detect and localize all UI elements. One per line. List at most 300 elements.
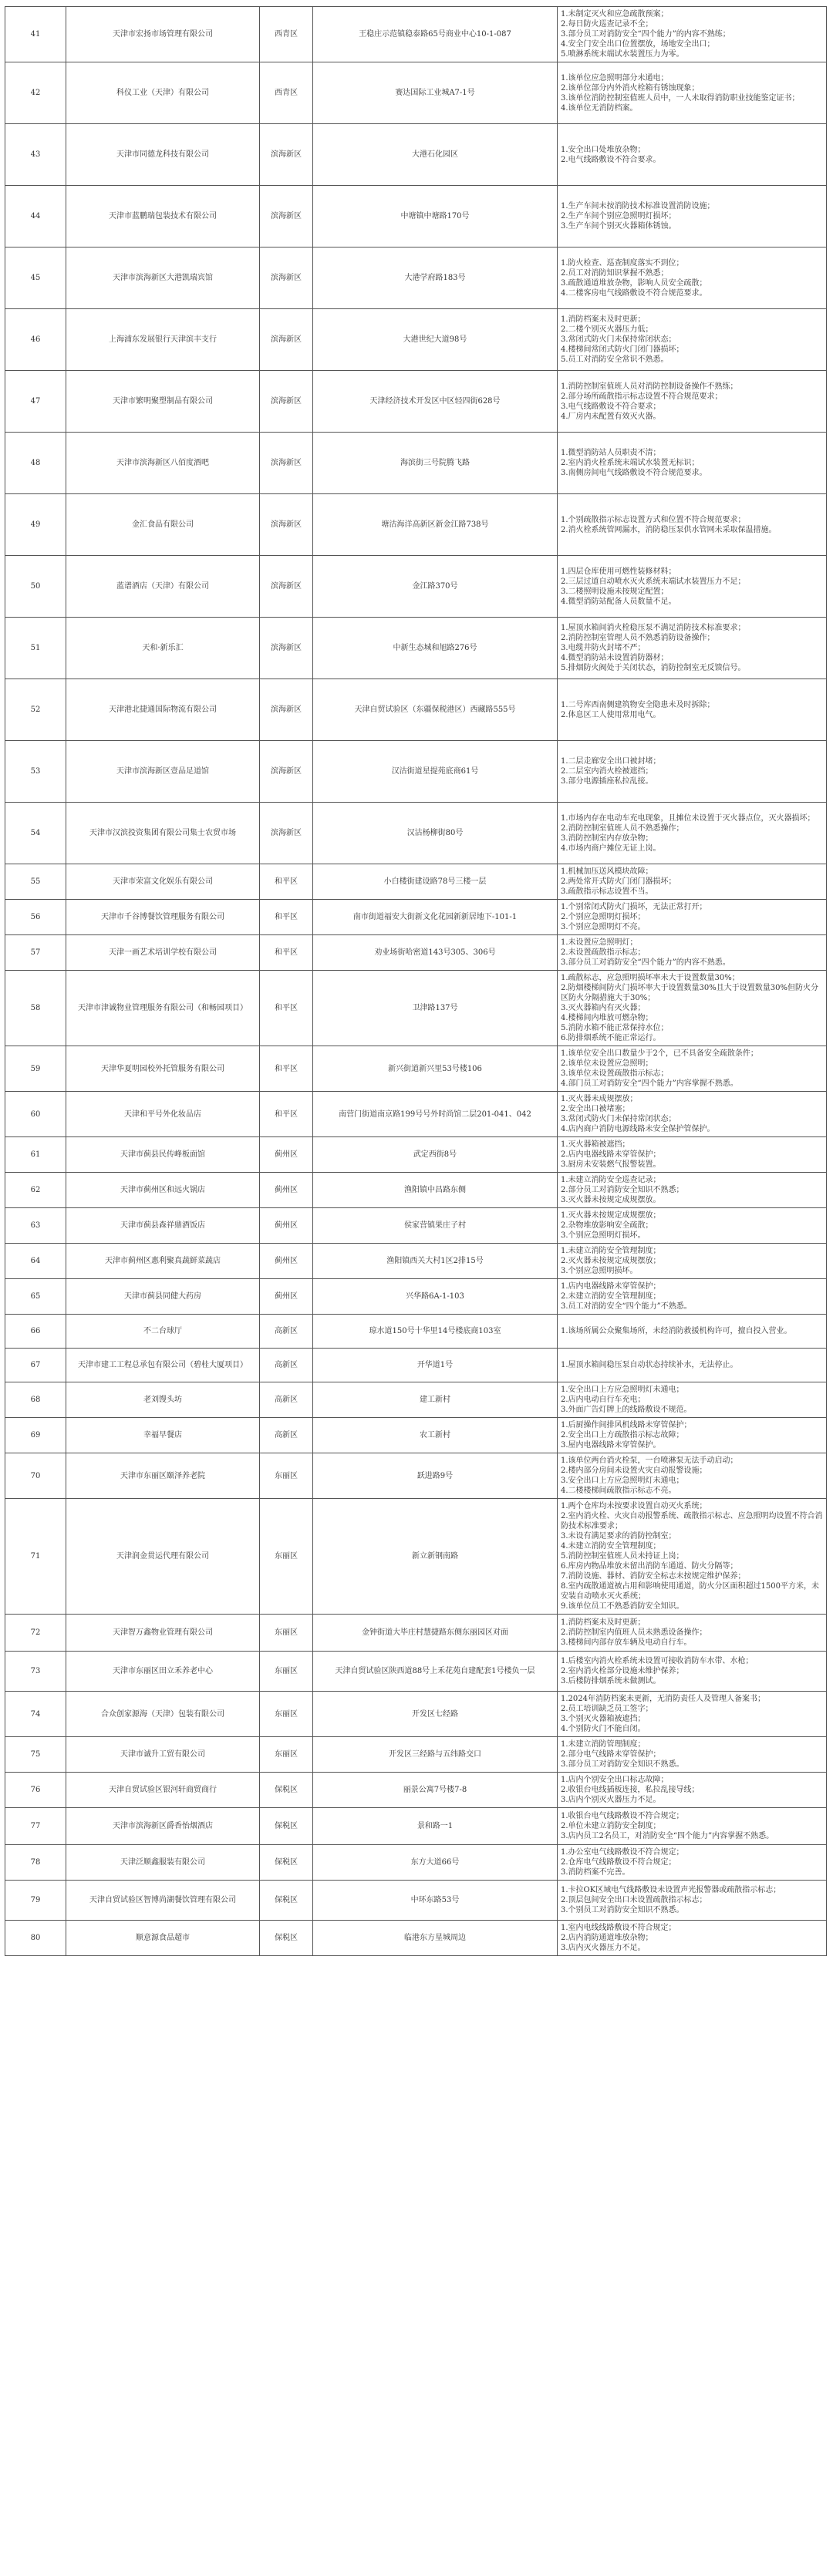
hazard-issue-line: 5.喷淋系统末端试水装置压力为零。 [561, 50, 684, 59]
hazard-issue-line: 3.店内员工2名员工，对消防安全“四个能力”内容掌握不熟悉。 [561, 1832, 774, 1840]
table-body [5, 7, 827, 1956]
table-row [5, 1652, 827, 1692]
hazard-issue-line: 2.部分场所疏散指示标志设置不符合规范要求； [561, 392, 723, 401]
table-row [5, 247, 827, 309]
row-number: 51 [5, 618, 66, 679]
row-number: 46 [5, 309, 66, 371]
hazard-issue-line: 1.屋顶水箱间消火栓稳压泵不满足消防技术标准要求； [561, 624, 746, 632]
unit-name: 天津市滨海新区爵香怡烟酒店 [66, 1808, 260, 1845]
hazard-issue-line: 1.安全出口处堆放杂物； [561, 145, 646, 154]
row-number: 55 [5, 864, 66, 900]
table-row [5, 556, 827, 618]
hazard-issue-line: 3.后楼防排烟系统未做测试。 [561, 1677, 661, 1685]
table-row [5, 1808, 827, 1845]
table-row [5, 1208, 827, 1244]
row-number: 69 [5, 1418, 66, 1453]
district: 东丽区 [260, 1453, 313, 1499]
table-row [5, 1418, 827, 1453]
hazard-issue-line: 3.个别应急照明损坏。 [561, 1267, 638, 1275]
unit-name: 天津市滨海新区壹品足道馆 [66, 741, 260, 803]
row-number: 74 [5, 1692, 66, 1737]
address: 丽景公寓7号楼7-8 [313, 1773, 558, 1808]
hazard-issue-line: 1.四层仓库使用可燃性装修材料； [561, 567, 676, 576]
hazard-issue-line: 1.该场所属公众聚集场所，未经消防救援机构许可，擅自投入营业。 [561, 1327, 792, 1335]
hazard-issue-line: 1.市场内存在电动车充电现象，且摊位未设置于灭火器点位，灭火器损坏； [561, 813, 815, 823]
table-row [5, 1615, 827, 1652]
hazard-issue-line: 4.微型消防站未设置消防器材； [561, 654, 669, 662]
table-row [5, 1921, 827, 1956]
address: 中塘镇中塘路170号 [313, 186, 558, 247]
hazard-issue-line: 3.厨房未安装燃气报警装置。 [561, 1160, 661, 1169]
row-number: 75 [5, 1737, 66, 1773]
hazard-issue-line: 2.室内消火栓、火灾自动报警系统、疏散指示标志、应急照明均设置不符合消防技术标准要求； [561, 1512, 823, 1530]
district: 滨海新区 [260, 679, 313, 741]
district: 滨海新区 [260, 124, 313, 186]
table-row [5, 864, 827, 900]
hazard-issue-line: 3.个别员工对消防安全知识不熟悉。 [561, 1906, 684, 1914]
address: 临港东方星城周边 [313, 1921, 558, 1956]
hazard-issue-line: 3.部分电源插座私拉乱接。 [561, 777, 653, 786]
row-number: 72 [5, 1615, 66, 1652]
table-row [5, 1137, 827, 1173]
unit-name: 不二台球厅 [66, 1315, 260, 1349]
district: 滨海新区 [260, 186, 313, 247]
hazard-issues [558, 1349, 827, 1382]
table-row [5, 1173, 827, 1208]
row-number: 54 [5, 803, 66, 864]
row-number: 58 [5, 971, 66, 1046]
hazard-issue-line: 2.未设置疏散指示标志； [561, 948, 646, 957]
hazard-issue-line: 3.二楼照明设施未按规定配置； [561, 587, 669, 596]
hazard-issue-line: 4.微型消防站配备人员数量不足。 [561, 597, 676, 606]
hazard-issues [558, 1921, 827, 1956]
hazard-issue-line: 2.二楼个别灭火器压力低； [561, 325, 653, 334]
row-number: 65 [5, 1279, 66, 1315]
address: 卫津路137号 [313, 971, 558, 1046]
unit-name: 天津市蓟县同健大药房 [66, 1279, 260, 1315]
hazard-issue-line: 4.个别防火门不能自闭。 [561, 1725, 646, 1733]
hazard-issue-line: 4.市场内商户摊位无证上岗。 [561, 844, 661, 853]
district: 东丽区 [260, 1737, 313, 1773]
table-row [5, 1881, 827, 1921]
hazard-issue-line: 4.楼梯间内堆放可燃杂物； [561, 1014, 653, 1022]
row-number: 50 [5, 556, 66, 618]
unit-name: 天津智万鑫物业管理有限公司 [66, 1615, 260, 1652]
district: 高新区 [260, 1418, 313, 1453]
row-number: 59 [5, 1046, 66, 1092]
hazard-issue-line: 3.个别应急照明灯损坏。 [561, 1231, 646, 1240]
hazard-issue-line: 2.二层室内消火栓被遮挡； [561, 767, 653, 776]
address: 琼水道150号十华里14号楼底商103室 [313, 1315, 558, 1349]
unit-name: 上海浦东发展银行天津滨丰支行 [66, 309, 260, 371]
hazard-issue-line: 2.消防控制室管理人员不熟悉消防设备操作； [561, 634, 715, 642]
row-number: 61 [5, 1137, 66, 1173]
district: 蓟州区 [260, 1279, 313, 1315]
district: 蓟州区 [260, 1137, 313, 1173]
district: 滨海新区 [260, 741, 313, 803]
district: 保税区 [260, 1773, 313, 1808]
row-number: 43 [5, 124, 66, 186]
hazard-issue-line: 3.个别应急照明灯不亮。 [561, 923, 646, 931]
table-row [5, 900, 827, 935]
table-row [5, 1499, 827, 1615]
hazard-issue-line: 3.该单位消防控制室值班人员中，一人未取得消防职业技能鉴定证书； [561, 93, 800, 103]
table-row [5, 1046, 827, 1092]
hazard-issue-line: 4.二楼楼梯间疏散指示标志不亮。 [561, 1487, 676, 1495]
row-number: 66 [5, 1315, 66, 1349]
district: 西青区 [260, 7, 313, 62]
hazard-issue-line: 2.灭火器未按规定成规摆放； [561, 1257, 661, 1265]
unit-name: 金汇食品有限公司 [66, 494, 260, 556]
hazard-issue-line: 2.员工对消防知识掌握不熟悉； [561, 268, 669, 278]
unit-name: 天津市东丽区田立禾养老中心 [66, 1652, 260, 1692]
hazard-issue-line: 1.防火检查、巡查制度落实不到位； [561, 258, 684, 268]
row-number: 73 [5, 1652, 66, 1692]
district: 东丽区 [260, 1652, 313, 1692]
hazard-issue-line: 3.该单位未设置疏散指示标志； [561, 1069, 669, 1078]
address: 兴华路6A-1-103 [313, 1279, 558, 1315]
unit-name: 天津市同德龙科技有限公司 [66, 124, 260, 186]
hazard-issue-line: 2.室内消火栓系统末端试水装置无标识； [561, 459, 700, 467]
hazard-issues [558, 1418, 827, 1453]
hazard-issues [558, 935, 827, 971]
district: 东丽区 [260, 1499, 313, 1615]
address: 小白楼街建设路78号三楼一层 [313, 864, 558, 900]
hazard-issue-line: 2.单位未建立消防安全制度； [561, 1822, 661, 1830]
table-row [5, 1349, 827, 1382]
hazard-issues [558, 803, 827, 864]
address: 新立新钢南路 [313, 1499, 558, 1615]
hazard-issue-line: 2.该单位未设置应急照明； [561, 1059, 653, 1068]
hazard-issue-line: 8.室内疏散通道被占用和影响使用通道，防火分区面积超过1500平方米，未安装自动喷水灭火系统； [561, 1582, 819, 1601]
address: 农工新村 [313, 1418, 558, 1453]
hazard-issue-line: 1.消防档案未及时更新； [561, 1618, 646, 1627]
hazard-issues [558, 618, 827, 679]
hazard-issue-line: 1.卡拉OK区域电气线路敷设未设置声光报警器或疏散指示标志； [561, 1886, 781, 1894]
hazard-issue-line: 1.疏散标志，应急照明损坏率未大于设置数量30%； [561, 974, 740, 982]
address: 新兴街道新兴里53号楼106 [313, 1046, 558, 1092]
hazard-issue-line: 4.安全门安全出口位置摆放，场地安全出口； [561, 40, 715, 49]
hazard-issues [558, 1092, 827, 1137]
district: 蓟州区 [260, 1173, 313, 1208]
unit-name: 老刘馒头坊 [66, 1382, 260, 1418]
unit-name: 天津市建工工程总承包有限公司（碧桂大厦项目） [66, 1349, 260, 1382]
table-row [5, 1244, 827, 1279]
district: 滨海新区 [260, 371, 313, 433]
hazard-issue-line: 1.两个仓库均未按要求设置自动灭火系统； [561, 1502, 707, 1510]
address: 汉沽街道星提苑底商61号 [313, 741, 558, 803]
address: 跃进路9号 [313, 1453, 558, 1499]
hazard-issue-line: 2.店内消防通道堆放杂物； [561, 1934, 653, 1942]
hazard-issue-line: 1.室内电线线路敷设不符合规定； [561, 1924, 676, 1932]
row-number: 70 [5, 1453, 66, 1499]
hazard-issues [558, 309, 827, 371]
district: 滨海新区 [260, 803, 313, 864]
address: 东方大道66号 [313, 1845, 558, 1881]
district: 高新区 [260, 1382, 313, 1418]
address: 天津自贸试验区（东疆保税港区）西藏路555号 [313, 679, 558, 741]
unit-name: 天津市蓟州区惠利聚真蔬鲜菜蔬店 [66, 1244, 260, 1279]
row-number: 41 [5, 7, 66, 62]
row-number: 80 [5, 1921, 66, 1956]
address: 开发区七经路 [313, 1692, 558, 1737]
hazard-issue-line: 1.屋顶水箱间稳压泵自动状态持续补水，无法停止。 [561, 1361, 738, 1369]
hazard-issue-line: 2.楼内部分房间未设置火灾自动报警设施； [561, 1466, 707, 1475]
row-number: 47 [5, 371, 66, 433]
table-row [5, 1453, 827, 1499]
table-row [5, 62, 827, 124]
hazard-issue-line: 2.电气线路敷设不符合要求。 [561, 155, 661, 164]
hazard-issue-line: 6.防排烟系统不能正常运行。 [561, 1034, 661, 1042]
hazard-issue-line: 6.库房内物品堆放未留出消防车通道、防火分隔等； [561, 1562, 738, 1571]
address: 海滨街三号院腾飞路 [313, 433, 558, 494]
hazard-issues [558, 247, 827, 309]
hazard-issue-line: 1.个别常闭式防火门损坏，无法正常打开； [561, 903, 707, 911]
address: 南营门街道南京路199号号外时尚馆二层201-041、042 [313, 1092, 558, 1137]
table-row [5, 1315, 827, 1349]
hazard-issues [558, 1137, 827, 1173]
hazard-issues [558, 1808, 827, 1845]
hazard-issue-line: 1.办公室电气线路敷设不符合规定； [561, 1848, 684, 1857]
hazard-issue-line: 2.消防控制室内值班人员未熟悉设备操作； [561, 1628, 707, 1637]
table-row [5, 1092, 827, 1137]
hazard-issue-line: 3.个别灭火器箱被遮挡； [561, 1715, 646, 1723]
hazard-issue-line: 1.安全出口上方应急照明灯未通电； [561, 1386, 684, 1394]
hazard-issue-line: 2.两处常开式防火门闭门器损坏； [561, 877, 676, 886]
hazard-issue-line: 1.消防档案未及时更新； [561, 315, 646, 324]
unit-name: 顺意源食品超市 [66, 1921, 260, 1956]
address: 渔阳镇西关大村1区2排15号 [313, 1244, 558, 1279]
hazard-issue-line: 5.消防水箱不能正常保持水位； [561, 1024, 669, 1032]
district: 和平区 [260, 1092, 313, 1137]
hazard-issue-line: 5.排烟防火阀处于关闭状态，消防控制室无反馈信号。 [561, 664, 746, 672]
hazard-issues [558, 1279, 827, 1315]
hazard-issue-line: 3.店内个别灭火器压力不足。 [561, 1796, 661, 1804]
hazard-issue-line: 2.店内电动自行车充电； [561, 1396, 646, 1404]
district: 和平区 [260, 900, 313, 935]
hazard-issue-line: 3.楼梯间内部存放车辆及电动自行车。 [561, 1638, 692, 1647]
district: 和平区 [260, 1046, 313, 1092]
hazard-issue-line: 2.仓库电气线路敷设不符合规定； [561, 1858, 676, 1867]
hazard-issue-line: 1.微型消防站人员职责不清； [561, 449, 661, 457]
hazard-issue-line: 7.消防设施、器材、消防安全标志未按规定维护保养； [561, 1572, 746, 1581]
table-row [5, 124, 827, 186]
unit-name: 天津市蓟县民传峰板面馆 [66, 1137, 260, 1173]
unit-name: 天津泛顺鑫服装有限公司 [66, 1845, 260, 1881]
hazard-issue-line: 1.后厨操作间排风机线路未穿管保护； [561, 1421, 692, 1429]
hazard-issues [558, 679, 827, 741]
hazard-issue-line: 3.疏散通道堆放杂物，影响人员安全疏散； [561, 278, 707, 288]
hazard-issue-line: 1.该单位应急照明部分未通电； [561, 73, 669, 82]
hazard-issue-line: 3.外面广告灯牌上的线路敷设不规范。 [561, 1406, 692, 1414]
hazard-issues [558, 1382, 827, 1418]
hazard-issue-line: 1.灭火器未按规定成规摆放； [561, 1211, 661, 1220]
address: 塘沽海洋高新区新金江路738号 [313, 494, 558, 556]
hazard-issue-line: 9.该单位员工不熟悉消防安全知识。 [561, 1602, 684, 1611]
table-row [5, 309, 827, 371]
row-number: 48 [5, 433, 66, 494]
unit-name: 天津市滨海新区大港凯瑞宾馆 [66, 247, 260, 309]
hazard-issues [558, 1315, 827, 1349]
unit-name: 合众创家源海（天津）包装有限公司 [66, 1692, 260, 1737]
unit-name: 科仪工业（天津）有限公司 [66, 62, 260, 124]
row-number: 78 [5, 1845, 66, 1881]
unit-name: 蓝谱酒店（天津）有限公司 [66, 556, 260, 618]
hazard-issue-line: 3.未设有满足要求的消防控制室； [561, 1532, 676, 1541]
hazard-issue-line: 3.灭火器未按规定成规摆放。 [561, 1196, 661, 1204]
row-number: 44 [5, 186, 66, 247]
address: 开发区三经路与五纬路交口 [313, 1737, 558, 1773]
table-row [5, 433, 827, 494]
unit-name: 天津市蓝鹏瑞包装技术有限公司 [66, 186, 260, 247]
district: 蓟州区 [260, 1244, 313, 1279]
hazard-issues [558, 371, 827, 433]
hazard-issue-line: 2.防烟楼梯间防火门损坏率大于设置数量30%且大于设置数量30%但防火分区防火分隔措施大于30%； [561, 984, 818, 1002]
table-row [5, 1692, 827, 1737]
unit-name: 天津润金贯运代理有限公司 [66, 1499, 260, 1615]
row-number: 52 [5, 679, 66, 741]
row-number: 79 [5, 1881, 66, 1921]
hazard-issue-line: 2.体息区工人使用常用电气。 [561, 710, 661, 719]
row-number: 76 [5, 1773, 66, 1808]
address: 景和路一1 [313, 1808, 558, 1845]
hazard-issue-line: 1.未设置应急照明灯； [561, 938, 638, 947]
address: 天津经济技术开发区中区轻四街628号 [313, 371, 558, 433]
hazard-issue-line: 2.未建立消防安全管理制度； [561, 1292, 661, 1301]
address: 王稳庄示范镇稳泰路65号商业中心10-1-087 [313, 7, 558, 62]
hazard-issue-line: 3.常闭式防火门未保持常闭状态； [561, 1115, 676, 1123]
district: 高新区 [260, 1315, 313, 1349]
hazard-issue-line: 1.灭火器未成规摆放； [561, 1095, 638, 1103]
hazard-issue-line: 1.2024年消防档案未更新，无消防责任人及管理人备案书； [561, 1695, 765, 1703]
hazard-issue-line: 2.个别应急照明灯损坏； [561, 913, 646, 921]
hazard-issues [558, 494, 827, 556]
hazard-issue-line: 2.室内消火栓部分设施未维护保养； [561, 1667, 684, 1675]
hazard-issue-line: 4.二楼客房电气线路敷设不符合规范要求。 [561, 288, 707, 298]
row-number: 60 [5, 1092, 66, 1137]
hazard-issue-line: 3.消防档案不完善。 [561, 1868, 630, 1877]
district: 保税区 [260, 1845, 313, 1881]
hazard-issue-line: 1.消防控制室值班人员对消防控制设备操作不熟练； [561, 382, 738, 391]
address: 大港学府路183号 [313, 247, 558, 309]
hazard-issue-line: 4.店内商户消防电源线路未安全保护管保护。 [561, 1125, 715, 1133]
hazard-issues [558, 1773, 827, 1808]
hazard-issue-line: 1.该单位两台消火栓泵，一台喷淋泵无法手动启动； [561, 1456, 738, 1465]
district: 滨海新区 [260, 494, 313, 556]
hazard-issue-line: 1.未建立消防管理制度； [561, 1740, 646, 1749]
hazard-issues [558, 1845, 827, 1881]
unit-name: 天津华夏明园校外托管服务有限公司 [66, 1046, 260, 1092]
district: 滨海新区 [260, 247, 313, 309]
hazard-issues [558, 186, 827, 247]
hazard-issues [558, 1046, 827, 1092]
hazard-issues [558, 971, 827, 1046]
hazard-issue-line: 5.员工对消防安全常识不熟悉。 [561, 355, 669, 364]
unit-name: 天津市宏扬市场管理有限公司 [66, 7, 260, 62]
hazard-issue-line: 4.楼梯间常闭式防火门闭门器损坏； [561, 345, 684, 354]
address: 渔阳镇中昌路东侧 [313, 1173, 558, 1208]
table-row [5, 1279, 827, 1315]
inspection-table [5, 6, 827, 1956]
unit-name: 天津市千谷博餐饮管理服务有限公司 [66, 900, 260, 935]
district: 滨海新区 [260, 433, 313, 494]
hazard-issue-line: 4.该单位无消防档案。 [561, 103, 638, 113]
table-row [5, 1737, 827, 1773]
row-number: 63 [5, 1208, 66, 1244]
hazard-issue-line: 2.三层过道自动喷水灭火系统末端试水装置压力不足； [561, 577, 746, 586]
hazard-issue-line: 3.店内灭火器压力不足。 [561, 1944, 646, 1952]
unit-name: 天津自贸试验区智博尚湖餐饮管理有限公司 [66, 1881, 260, 1921]
address: 开华道1号 [313, 1349, 558, 1382]
address: 汉沽杨柳街80号 [313, 803, 558, 864]
row-number: 64 [5, 1244, 66, 1279]
row-number: 56 [5, 900, 66, 935]
unit-name: 天津和平号外化妆品店 [66, 1092, 260, 1137]
address: 建工新村 [313, 1382, 558, 1418]
district: 和平区 [260, 864, 313, 900]
hazard-issue-line: 3.电气线路敷设不符合要求； [561, 402, 661, 411]
unit-name: 天和·新乐汇 [66, 618, 260, 679]
unit-name: 天津一画艺术培训学校有限公司 [66, 935, 260, 971]
address: 中新生态城和旭路276号 [313, 618, 558, 679]
hazard-issue-line: 1.未建立消防安全管理制度； [561, 1247, 661, 1255]
address: 侯家营镇果庄子村 [313, 1208, 558, 1244]
unit-name: 天津市繁明聚塑制品有限公司 [66, 371, 260, 433]
hazard-issue-line: 3.电缆井防火封堵不严； [561, 644, 646, 652]
row-number: 49 [5, 494, 66, 556]
hazard-issues [558, 124, 827, 186]
hazard-issue-line: 1.店内电器线路未穿管保护； [561, 1282, 661, 1291]
hazard-issue-line: 2.部分员工对消防安全知识不熟悉； [561, 1186, 684, 1194]
hazard-issue-line: 3.南侧房间电气线路敷设不符合规范要求。 [561, 469, 707, 477]
hazard-issue-line: 3.屋内电器线路未穿管保护。 [561, 1441, 661, 1450]
hazard-issue-line: 1.店内个别安全出口标志故障； [561, 1776, 669, 1784]
unit-name: 天津市蓟州区和远火锅店 [66, 1173, 260, 1208]
hazard-issue-line: 3.常闭式防火门未保持常闭状态； [561, 335, 676, 344]
table-row [5, 1382, 827, 1418]
hazard-issues [558, 1737, 827, 1773]
unit-name: 天津市诚升工贸有限公司 [66, 1737, 260, 1773]
hazard-issues [558, 1692, 827, 1737]
hazard-issue-line: 3.疏散指示标志设置不当。 [561, 887, 653, 896]
hazard-issue-line: 1.灭火器箱被遮挡； [561, 1140, 630, 1149]
hazard-issues [558, 1453, 827, 1499]
address: 劝业场街哈密道143号305、306号 [313, 935, 558, 971]
hazard-issues [558, 1173, 827, 1208]
hazard-issues [558, 1615, 827, 1652]
hazard-issue-line: 3.安全出口上方应急照明灯未通电； [561, 1477, 684, 1485]
table-row [5, 971, 827, 1046]
hazard-issues [558, 900, 827, 935]
district: 保税区 [260, 1881, 313, 1921]
district: 保税区 [260, 1808, 313, 1845]
hazard-issue-line: 2.部分电气线路未穿管保护； [561, 1750, 661, 1759]
hazard-issue-line: 4.厂房内未配置有效灭火器。 [561, 412, 661, 421]
hazard-issue-line: 1.机械加压送风模块故障； [561, 867, 653, 876]
hazard-issue-line: 2.消火栓系统管网漏水，消防稳压泵供水管网未采取保温措施。 [561, 525, 777, 534]
hazard-issue-line: 2.员工培训缺乏员工签字； [561, 1705, 653, 1713]
hazard-issue-line: 4.未建立消防安全管理制度； [561, 1542, 661, 1551]
hazard-issue-line: 1.二层走廊安全出口被封堵； [561, 757, 661, 766]
unit-name: 天津市东丽区颐泽养老院 [66, 1453, 260, 1499]
district: 滨海新区 [260, 618, 313, 679]
hazard-issue-line: 3.部分员工对消防安全“四个能力”的内容不熟练； [561, 30, 730, 39]
hazard-issue-line: 4.部门员工对消防安全“四个能力”内容掌握不熟悉。 [561, 1079, 738, 1088]
table-row [5, 679, 827, 741]
address: 赛达国际工业城A7-1号 [313, 62, 558, 124]
district: 滨海新区 [260, 309, 313, 371]
hazard-issue-line: 3.消防控制室内存放杂物； [561, 833, 653, 843]
